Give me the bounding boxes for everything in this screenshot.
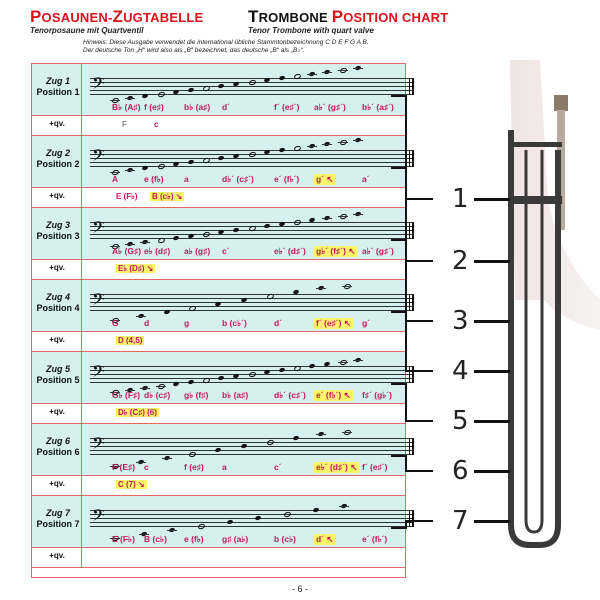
tone-label: e (f♭): [184, 534, 204, 544]
tone-label: e´ (f♭´): [274, 174, 300, 184]
music-staff: [90, 505, 414, 529]
tone-label: F (E♯): [112, 462, 136, 472]
qv-tone-label: E♭ (D♯) ↘: [118, 264, 154, 273]
tone-label: e (f♭): [144, 174, 164, 184]
slide-position-number: 5: [452, 406, 469, 436]
qv-label-cell: [32, 476, 82, 495]
slide-inner-tube: [526, 150, 542, 532]
tone-label: a♭´ (g♯´): [314, 102, 346, 112]
note-head: [215, 447, 222, 453]
note-head: [218, 155, 225, 161]
music-staff: [90, 145, 414, 169]
ledger-line: [353, 214, 363, 215]
zug-name: Zug 1: [46, 76, 70, 86]
note-head: [278, 367, 285, 373]
ledger-line: [110, 172, 120, 173]
staff-line: [90, 450, 414, 451]
slide-marker-line: [474, 320, 510, 323]
note-head: [197, 523, 205, 530]
tone-label: d♭´ (c♯´): [274, 390, 306, 400]
position-label-cell: [32, 424, 82, 475]
connector-line: [391, 239, 405, 241]
qv-label-cell: [32, 260, 82, 279]
zug-label: [35, 508, 81, 530]
note-head: [248, 151, 256, 158]
qv-tone-label: B (c♭) ↘: [152, 192, 183, 201]
staff-line: [90, 222, 414, 223]
zug-label: [35, 76, 81, 98]
ledger-line: [342, 286, 352, 287]
note-head: [187, 159, 194, 165]
slide-marker-line: [474, 370, 510, 373]
staff-line: [90, 514, 414, 515]
ledger-line: [339, 506, 349, 507]
qv-label-cell: [32, 116, 82, 135]
note-head: [240, 443, 247, 449]
page-number: - 6 -: [291, 584, 308, 594]
ledger-line: [342, 432, 352, 433]
tone-label: b♭ (a♯): [184, 102, 211, 112]
position-label-cell: [32, 208, 82, 259]
thin-barline: [409, 294, 410, 311]
hint-line-2: Der deutsche Ton „H“ wird also als „B“ bezeichnet, das deutsche „B“ als „B♭“.: [83, 47, 305, 54]
tone-label: f´ (e♯´): [274, 102, 300, 112]
ledger-line: [353, 360, 363, 361]
tone-label: G♭ (F♯): [112, 390, 141, 400]
note-head: [157, 237, 165, 244]
note-head: [218, 83, 225, 89]
ledger-line: [110, 100, 120, 101]
ledger-line: [338, 142, 348, 143]
note-head: [172, 381, 179, 387]
qv-label-cell: [32, 404, 82, 423]
tone-label: b (c♭): [274, 534, 296, 544]
position-label-cell: [32, 64, 82, 115]
tone-label: e´ (f♭´) ↖: [316, 390, 351, 400]
bass-clef-icon: 𝄢: [92, 217, 105, 241]
position-row: [32, 352, 405, 404]
tone-label: d♭´ (c♯´): [222, 174, 254, 184]
tone-label: B♭ (A♯): [112, 102, 141, 112]
slide-position-number: 3: [452, 306, 469, 336]
position-row: [32, 136, 405, 188]
staff-line: [90, 166, 414, 167]
position-name: Position 3: [36, 231, 80, 241]
ledger-line: [125, 170, 135, 171]
tone-label: f´ (e♯´): [362, 462, 388, 472]
tone-label: a♭´ (g♯´): [362, 246, 394, 256]
connector-line: [405, 260, 433, 262]
slide-outer-tube: [511, 130, 558, 545]
staff-line: [90, 294, 414, 295]
position-name: Position 1: [36, 87, 80, 97]
connector-line: [405, 311, 407, 372]
note-head: [283, 511, 291, 518]
position-name: Position 5: [36, 375, 80, 385]
tone-label: E (F♭): [112, 534, 135, 544]
bass-clef-icon: 𝄢: [92, 145, 105, 169]
thin-barline: [409, 438, 410, 455]
note-head: [248, 371, 256, 378]
tone-label: f (e♯): [144, 102, 164, 112]
tone-label: c´: [222, 246, 230, 256]
qv-tone-label: E (F♭): [116, 192, 138, 201]
staff-line: [90, 238, 414, 239]
qv-label: +qv.: [49, 479, 65, 488]
music-staff: [90, 217, 414, 241]
staff-line: [90, 510, 414, 511]
bass-clef-icon: 𝄢: [92, 433, 105, 457]
connector-line: [405, 198, 433, 200]
ledger-line: [353, 140, 363, 141]
tone-label: a: [222, 462, 227, 472]
note-head: [142, 165, 149, 171]
slide-marker-line: [474, 520, 510, 523]
ledger-line: [307, 74, 317, 75]
bass-clef-icon: 𝄢: [92, 73, 105, 97]
ledger-line: [307, 146, 317, 147]
thin-barline: [409, 510, 410, 527]
slide-position-number: 7: [452, 506, 469, 536]
position-row: [32, 424, 405, 476]
tone-label: c: [144, 462, 149, 472]
position-label-cell: [32, 496, 82, 547]
staff-line: [90, 454, 414, 455]
qv-tone-label: D (4,5): [118, 336, 143, 345]
staff-line: [90, 86, 414, 87]
note-head: [189, 451, 197, 458]
connector-line: [391, 527, 405, 529]
position-row: [32, 208, 405, 260]
tone-label: c´: [274, 462, 282, 472]
qv-label: +qv.: [49, 191, 65, 200]
connector-line: [405, 383, 407, 422]
position-name: Position 7: [36, 519, 80, 529]
note-head: [309, 363, 316, 369]
slide-position-number: 1: [452, 184, 469, 214]
tone-label: g♭ (f♯): [184, 390, 209, 400]
zug-name: Zug 7: [46, 508, 70, 518]
hint-text: [83, 39, 369, 55]
position-chart-table: [31, 63, 406, 578]
staff-line: [90, 94, 414, 95]
connector-line: [391, 167, 405, 169]
tone-label: e♭´ (d♯´) ↖: [316, 462, 358, 472]
note-head: [157, 91, 165, 98]
qv-tone-label: D♭ (C♯) (6): [118, 408, 157, 417]
qv-label: +qv.: [49, 263, 65, 272]
tone-label: b♭ (a♯): [222, 390, 249, 400]
position-label-cell: [32, 280, 82, 331]
header-left: [30, 7, 204, 35]
music-staff: [90, 361, 414, 385]
staff-line: [90, 162, 414, 163]
left-subtitle: Tenorposaune mit Quartventil: [30, 26, 144, 35]
staff-line: [90, 378, 414, 379]
note-head: [278, 147, 285, 153]
position-row: [32, 496, 405, 548]
note-head: [157, 163, 165, 170]
music-staff: [90, 73, 414, 97]
slide-marker-line: [474, 260, 510, 263]
connector-line: [391, 311, 405, 313]
tone-label: g♯ (a♭): [222, 534, 249, 544]
zug-label: [35, 436, 81, 458]
tone-label: e´ (f♭´): [362, 534, 388, 544]
connector-line: [405, 470, 433, 472]
quart-valve-row: [32, 116, 405, 136]
final-barline: [412, 78, 414, 95]
header-right: [248, 7, 449, 35]
zug-label: [35, 220, 81, 242]
brace-2: [508, 142, 562, 147]
ledger-line: [322, 218, 332, 219]
right-title: TROMBONE POSITION CHART: [248, 7, 449, 26]
thin-barline: [409, 366, 410, 383]
tone-label: a♭ (g♯): [184, 246, 211, 256]
position-label-cell: [32, 352, 82, 403]
zug-name: Zug 5: [46, 364, 70, 374]
slide-position-number: 4: [452, 356, 469, 386]
zug-label: [35, 148, 81, 170]
connector-line: [405, 420, 433, 422]
tone-label: f♯´ (g♭´): [362, 390, 392, 400]
staff-line: [90, 526, 414, 527]
staff-line: [90, 90, 414, 91]
tone-label: g♭´ (f♯´) ↖: [316, 246, 356, 256]
tone-label: a´: [362, 174, 370, 184]
qv-label: +qv.: [49, 407, 65, 416]
position-row: [32, 280, 405, 332]
slide-position-number: 6: [452, 456, 469, 486]
staff-line: [90, 522, 414, 523]
ledger-line: [140, 388, 150, 389]
music-staff: [90, 289, 414, 313]
thin-barline: [409, 222, 410, 239]
qv-tone-label: c: [154, 120, 159, 129]
tone-label: A♭ (G♯): [112, 246, 142, 256]
final-barline: [412, 294, 414, 311]
ledger-line: [136, 316, 146, 317]
staff-line: [90, 306, 414, 307]
staff-line: [90, 518, 414, 519]
bass-clef-icon: 𝄢: [92, 361, 105, 385]
quart-valve-row: [32, 548, 405, 568]
left-title: POSAUNEN-ZUGTABELLE: [30, 7, 204, 26]
staff-line: [90, 158, 414, 159]
position-name: Position 6: [36, 447, 80, 457]
slide-position-number: 2: [452, 246, 469, 276]
qv-label-cell: [32, 332, 82, 351]
ledger-line: [125, 244, 135, 245]
slide-marker-line: [474, 470, 510, 473]
tone-label: g: [184, 318, 190, 328]
quart-valve-row: [32, 476, 405, 496]
qv-label-cell: [32, 188, 82, 207]
quart-valve-row: [32, 332, 405, 352]
zug-name: Zug 6: [46, 436, 70, 446]
thin-barline: [409, 78, 410, 95]
tone-label: b♭´ (a♯´): [362, 102, 394, 112]
qv-label: +qv.: [49, 551, 65, 560]
tone-label: d´ ↖: [316, 534, 334, 544]
bell-shape: [510, 60, 600, 330]
tone-label: d´: [222, 102, 231, 112]
bass-clef-icon: 𝄢: [92, 289, 105, 313]
qv-label: +qv.: [49, 119, 65, 128]
connector-line: [405, 520, 433, 522]
slide-marker-line: [474, 420, 510, 423]
tone-label: b (c♭´): [222, 318, 247, 328]
ledger-line: [167, 530, 177, 531]
position-name: Position 2: [36, 159, 80, 169]
ledger-line: [338, 216, 348, 217]
slide-marker-line: [474, 198, 510, 201]
connector-line: [405, 370, 433, 372]
note-head: [263, 223, 270, 229]
tone-label: f (e♯): [184, 462, 204, 472]
connector-line: [391, 455, 405, 457]
tone-label: e♭ (d♯): [144, 246, 171, 256]
ledger-line: [125, 98, 135, 99]
brace-1: [508, 196, 562, 204]
upper-slide-tube: [557, 110, 565, 230]
position-name: Position 4: [36, 303, 80, 313]
tone-label: d♭ (c♯): [144, 390, 171, 400]
note-head: [226, 519, 233, 525]
staff-line: [90, 310, 414, 311]
staff-line: [90, 366, 414, 367]
note-head: [278, 75, 285, 81]
staff-line: [90, 234, 414, 235]
ledger-line: [338, 70, 348, 71]
connector-line: [405, 320, 433, 322]
tone-label: a: [184, 174, 189, 184]
note-head: [187, 379, 194, 385]
hint-line-1: Hinweis: Diese Ausgabe verwendet die international übliche Stammtonbezeichnung C D E F G A B.: [83, 39, 369, 46]
note-head: [248, 79, 256, 86]
tone-label: A: [112, 174, 119, 184]
note-head: [292, 435, 299, 441]
note-head: [142, 93, 149, 99]
qv-label-cell: [32, 548, 82, 567]
ledger-line: [156, 386, 166, 387]
tone-label: g´ ↖: [316, 174, 334, 184]
note-head: [233, 227, 240, 233]
note-head: [187, 87, 194, 93]
qv-tone-label: F: [122, 120, 127, 129]
zug-name: Zug 4: [46, 292, 70, 302]
zug-name: Zug 2: [46, 148, 70, 158]
zug-name: Zug 3: [46, 220, 70, 230]
final-barline: [412, 510, 414, 527]
tone-label: e♭´ (d♯´): [274, 246, 306, 256]
right-subtitle: Tenor Trombone with quart valve: [248, 26, 374, 35]
bass-clef-icon: 𝄢: [92, 505, 105, 529]
ledger-line: [338, 362, 348, 363]
tone-label: d: [144, 318, 150, 328]
quart-valve-row: [32, 260, 405, 280]
connector-line: [391, 95, 405, 97]
note-head: [202, 231, 210, 238]
final-barline: [412, 222, 414, 239]
ledger-line: [316, 434, 326, 435]
tone-label: g´: [362, 318, 371, 328]
staff-line: [90, 442, 414, 443]
ledger-line: [162, 458, 172, 459]
note-head: [172, 235, 179, 241]
staff-line: [90, 446, 414, 447]
note-head: [266, 439, 274, 446]
note-head: [218, 375, 225, 381]
zug-label: [35, 364, 81, 386]
mouthpiece: [554, 95, 568, 111]
thin-barline: [409, 150, 410, 167]
qv-tone-label: C (7) ↘: [118, 480, 145, 489]
staff-line: [90, 298, 414, 299]
note-head: [255, 515, 262, 521]
staff-line: [90, 438, 414, 439]
ledger-line: [322, 144, 332, 145]
tone-label: B (c♭): [144, 534, 167, 544]
note-head: [312, 507, 319, 513]
ledger-line: [316, 288, 326, 289]
tone-label: G: [112, 318, 119, 328]
position-label-cell: [32, 136, 82, 187]
tone-label: d´: [274, 318, 283, 328]
quart-valve-row: [32, 188, 405, 208]
note-head: [163, 309, 170, 315]
zug-label: [35, 292, 81, 314]
ledger-line: [140, 242, 150, 243]
note-head: [293, 219, 301, 226]
final-barline: [412, 438, 414, 455]
ledger-line: [322, 72, 332, 73]
music-staff: [90, 433, 414, 457]
ledger-line: [353, 68, 363, 69]
quart-valve-row: [32, 404, 405, 424]
final-barline: [412, 366, 414, 383]
position-row: [32, 64, 405, 116]
staff-line: [90, 382, 414, 383]
connector-line: [405, 239, 407, 322]
connector-line: [391, 383, 405, 385]
tone-label: f´ (e♯´) ↖: [316, 318, 351, 328]
final-barline: [412, 150, 414, 167]
staff-line: [90, 302, 414, 303]
qv-label: +qv.: [49, 335, 65, 344]
